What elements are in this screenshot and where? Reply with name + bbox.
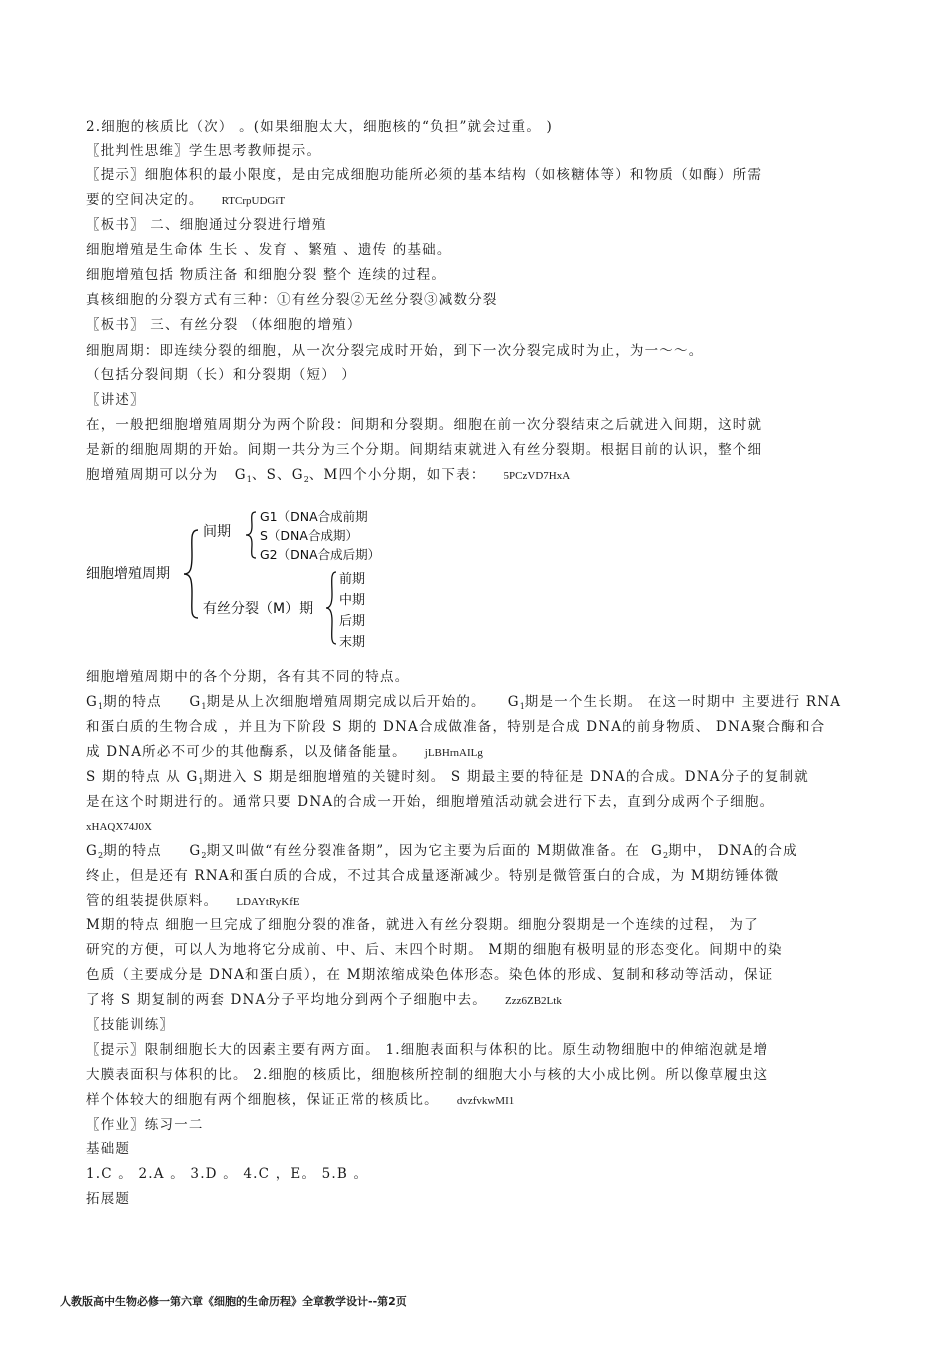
text-line: 2.细胞的核质比（次） 。(如果细胞太大，细胞核的“负担”就会过重。 ) bbox=[86, 119, 553, 135]
text-line: 〖提示〗细胞体积的最小限度，是由完成细胞功能所必须的基本结构（如核糖体等）和物质（如酶）所需 bbox=[86, 167, 763, 183]
doc-code: xHAQX74J0X bbox=[86, 821, 152, 833]
diagram-interphase: 间期 bbox=[203, 524, 231, 540]
brace-interphase bbox=[246, 512, 256, 558]
doc-code: 5PCzVD7HxA bbox=[503, 470, 571, 482]
text-line: 成 DNA所必不可少的其他酶系，以及储备能量。 jLBHrnAILg bbox=[86, 744, 483, 760]
text-line: 细胞增殖周期中的各个分期，各有其不同的特点。 bbox=[86, 669, 410, 685]
diagram-root: 细胞增殖周期 bbox=[86, 566, 170, 582]
text-line: 〖提示〗限制细胞长大的因素主要有两方面。 1.细胞表面积与体积的比。原生动物细胞中的伸缩泡就是增 bbox=[86, 1042, 769, 1058]
text-line: 拓展题 bbox=[86, 1191, 131, 1207]
diagram-metaphase: 中期 bbox=[339, 593, 366, 608]
text-line bbox=[86, 817, 876, 836]
text-line: $G_2$期的特点 $G_2$期又叫做“有丝分裂准备期”，因为它主要为后面的 M期做准备。在 $G_2$期中， DNA的合成 bbox=[86, 843, 798, 860]
text-line: 是在这个时期进行的。通常只要 DNA的合成一开始，细胞增殖活动就会进行下去，直到分成两个子细胞。 bbox=[86, 794, 775, 810]
text-line: 细胞增殖是生命体 生长 、发育 、繁殖 、遗传 的基础。 bbox=[86, 242, 452, 258]
diagram-mitosis: 有丝分裂（M）期 bbox=[203, 601, 314, 617]
section-heading: 〖作业〗练习一二 bbox=[86, 1117, 204, 1133]
text-line: 细胞增殖包括 物质注备 和细胞分裂 整个 连续的过程。 bbox=[86, 267, 447, 283]
text-line: 样个体较大的细胞有两个细胞核，保证正常的核质比。 dvzfvkwMI1 bbox=[86, 1092, 515, 1108]
diagram-g2: G2（DNA合成后期） bbox=[260, 547, 381, 562]
text-line: 要的空间决定的。 RTCrpUDGiT bbox=[86, 192, 286, 208]
text-line: 真核细胞的分裂方式有三种：①有丝分裂②无丝分裂③减数分裂 bbox=[86, 292, 498, 308]
text-line: S 期的特点 从 $G_1$期进入 S 期是细胞增殖的关键时刻。 S 期最主要的特征是 DNA的合成。DNA分子的复制就 bbox=[86, 769, 809, 786]
page-footer: 人教版高中生物必修一第六章《细胞的生命历程》全章教学设计--第2页 bbox=[60, 1295, 407, 1308]
text-line: 了将 S 期复制的两套 DNA分子平均地分到两个子细胞中去。 Zzz6ZB2Ltk bbox=[86, 992, 562, 1008]
text-line: 在，一般把细胞增殖周期分为两个阶段：间期和分裂期。细胞在前一次分裂结束之后就进入间期，这时就 bbox=[86, 417, 763, 433]
text-line: 管的组装提供原料。 LDAYtRyKfE bbox=[86, 893, 300, 909]
text-line: 〖批判性思维〗学生思考教师提示。 bbox=[86, 143, 322, 159]
diagram-g1: G1（DNA合成前期 bbox=[260, 509, 368, 524]
text-line: 细胞周期：即连续分裂的细胞，从一次分裂完成时开始，到下一次分裂完成时为止，为一～～。 bbox=[86, 343, 704, 359]
section-heading: 〖讲述〗 bbox=[86, 392, 145, 408]
doc-code: dvzfvkwMI1 bbox=[456, 1095, 515, 1107]
doc-code: Zzz6ZB2Ltk bbox=[505, 995, 562, 1007]
text-line: 基础题 bbox=[86, 1141, 131, 1157]
text-line: 和蛋白质的生物合成 ，并且为下阶段 S 期的 DNA合成做准备，特别是合成 DNA的前身物质、 DNA聚合酶和合 bbox=[86, 719, 826, 735]
section-heading: 〖技能训练〗 bbox=[86, 1017, 175, 1033]
answer-line: 1.C 。 2.A 。 3.D 。 4.C ，E。 5.B 。 bbox=[86, 1166, 369, 1182]
doc-code: jLBHrnAILg bbox=[424, 747, 483, 759]
text-line: 色质（主要成分是 DNA和蛋白质），在 M期浓缩成染色体形态。染色体的形成、复制和移动等活动，保证 bbox=[86, 967, 774, 983]
section-heading: 〖板书〗 二、细胞通过分裂进行增殖 bbox=[86, 217, 327, 233]
diagram-telophase: 末期 bbox=[339, 635, 366, 650]
section-heading: 〖板书〗 三、有丝分裂 （体细胞的增殖） bbox=[86, 317, 362, 333]
cell-cycle-diagram bbox=[86, 500, 406, 655]
text-line: （包括分裂间期（长）和分裂期（短） ） bbox=[86, 367, 357, 383]
text-line: M期的特点 细胞一旦完成了细胞分裂的准备，就进入有丝分裂期。细胞分裂期是一个连续的过程， 为了 bbox=[86, 917, 759, 933]
text-line: 研究的方便，可以人为地将它分成前、中、后、末四个时期。 M期的细胞有极明显的形态变化。间期中的染 bbox=[86, 942, 783, 958]
text-line: 终止，但是还有 RNA和蛋白质的合成，不过其合成量逐渐减少。特别是微管蛋白的合成，为 M期纺锤体微 bbox=[86, 868, 780, 884]
diagram-anaphase: 后期 bbox=[339, 614, 366, 629]
brace-mitosis bbox=[326, 572, 336, 644]
doc-code: RTCrpUDGiT bbox=[221, 195, 286, 207]
text-line: $G_1$期的特点 $G_1$期是从上次细胞增殖周期完成以后开始的。 $G_1$期是一个生长期。 在这一时期中 主要进行 RNA bbox=[86, 694, 842, 711]
diagram-s: S（DNA合成期） bbox=[260, 528, 358, 543]
text-line: 胞增殖周期可以分为 $G_1$、S、$G_2$、M四个小分期，如下表： 5PCzVD7HxA bbox=[86, 467, 571, 484]
text-line: 是新的细胞周期的开始。间期一共分为三个分期。间期结束就进入有丝分裂期。根据目前的认识，整个细 bbox=[86, 442, 763, 458]
diagram-prophase: 前期 bbox=[339, 572, 366, 587]
brace-root bbox=[184, 530, 198, 618]
text-line: 大膜表面积与体积的比。 2.细胞的核质比，细胞核所控制的细胞大小与核的大小成比例。所以像草履虫这 bbox=[86, 1067, 769, 1083]
doc-code: LDAYtRyKfE bbox=[236, 896, 300, 908]
